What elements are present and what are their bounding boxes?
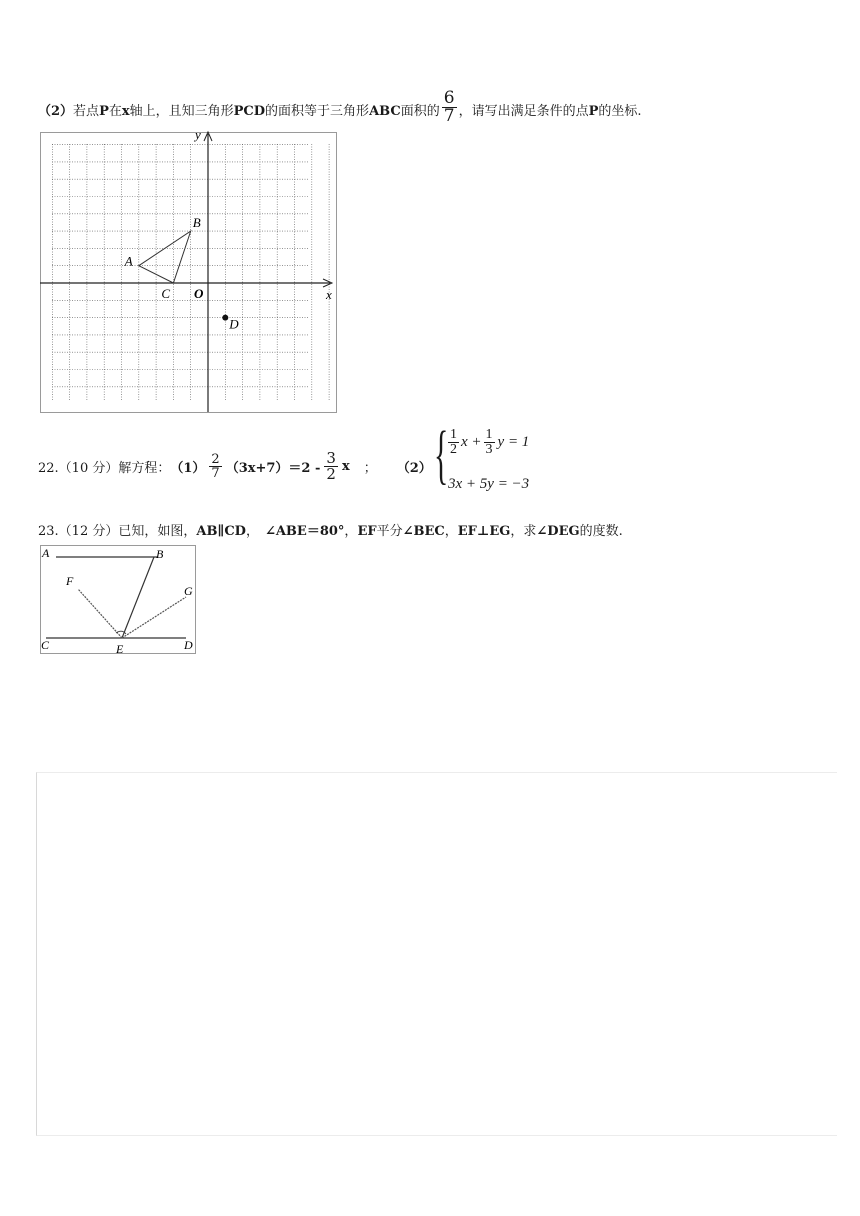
fraction-denominator: 7 [211,465,220,481]
part-number: （2） [38,104,74,119]
math-text: ∠ABE＝80° [264,524,345,539]
math-text: ∠BEC [402,524,445,539]
label-e: E [116,642,124,656]
equation-term: y = 1 [497,434,530,450]
fraction [484,428,495,457]
coordinate-grid-figure [40,128,340,418]
text: 的度数. [579,524,623,539]
point-b-label: B [192,215,201,231]
text: ， [344,524,358,539]
x-axis-label: x [326,287,332,302]
fraction [209,453,221,480]
q21-part2-text [38,90,838,130]
math-text: ∠DEG [536,524,580,539]
figure-border [41,133,337,413]
point-label: P [99,104,109,119]
equation-expression: （3x+7）＝2 - [225,460,321,476]
fraction-numerator: 2 [211,451,220,467]
fraction-numerator: 6 [443,88,455,108]
point-d-label: D [229,316,239,332]
triangle-label: PCD [233,104,266,119]
q22-text [38,444,432,488]
label-d: D [184,638,193,652]
separator: ； [363,460,377,476]
text: 的坐标. [598,104,642,119]
fraction-denominator: 2 [450,442,457,457]
system-equation-1 [448,428,529,457]
text: ， [245,524,259,539]
axis-label: x [121,104,130,119]
answer-area [36,772,837,1136]
parallel-lines-figure [40,545,198,657]
system-equation-2: 3x + 5y = −3 [448,476,530,492]
fraction-numerator: 1 [485,427,493,442]
part-number: （1） [170,460,206,476]
fraction-denominator: 3 [485,442,493,457]
text: ，求 [510,524,537,539]
label-f: F [66,574,74,588]
question-number: 23.（12 分）已知，如图， [38,524,197,539]
point-label: P [588,104,599,119]
origin-label: O [194,286,204,301]
fraction [442,90,457,125]
text: 的面积等于三角形 [265,104,370,119]
system-brace: { [434,418,449,491]
point-c-label: C [161,286,171,301]
question-number: 22.（10 分）解方程： [38,460,171,476]
equation-term: x + [461,434,482,450]
text: 若点 [73,104,100,119]
figure-border [41,546,196,654]
math-text: EF⊥EG [457,524,511,539]
fraction [324,448,338,483]
text: 平分 [376,524,403,539]
label-a: A [42,546,50,560]
point-a-label: A [124,253,133,269]
fraction-numerator: 1 [450,427,457,442]
part-number: （2） [396,460,432,476]
equation-expression: x [341,458,350,474]
label-b: B [156,547,164,561]
point-d [222,315,228,321]
triangle-label: ABC [369,104,401,119]
y-axis-label: y [195,128,201,142]
label-c: C [41,638,50,652]
text: ， [444,524,458,539]
text: 面积的 [400,104,440,119]
fraction-denominator: 7 [443,106,455,126]
fraction-denominator: 2 [326,464,336,483]
fraction-numerator: 3 [326,448,336,467]
q23-text [38,520,623,539]
math-text: AB∥CD [196,524,246,539]
math-text: EF [357,524,377,539]
text: 轴上，且知三角形 [129,104,234,119]
text: 在 [108,104,122,119]
fraction [448,428,459,457]
text: ，请写出满足条件的点 [458,104,589,119]
label-g: G [184,584,193,598]
equation-system [434,418,558,498]
